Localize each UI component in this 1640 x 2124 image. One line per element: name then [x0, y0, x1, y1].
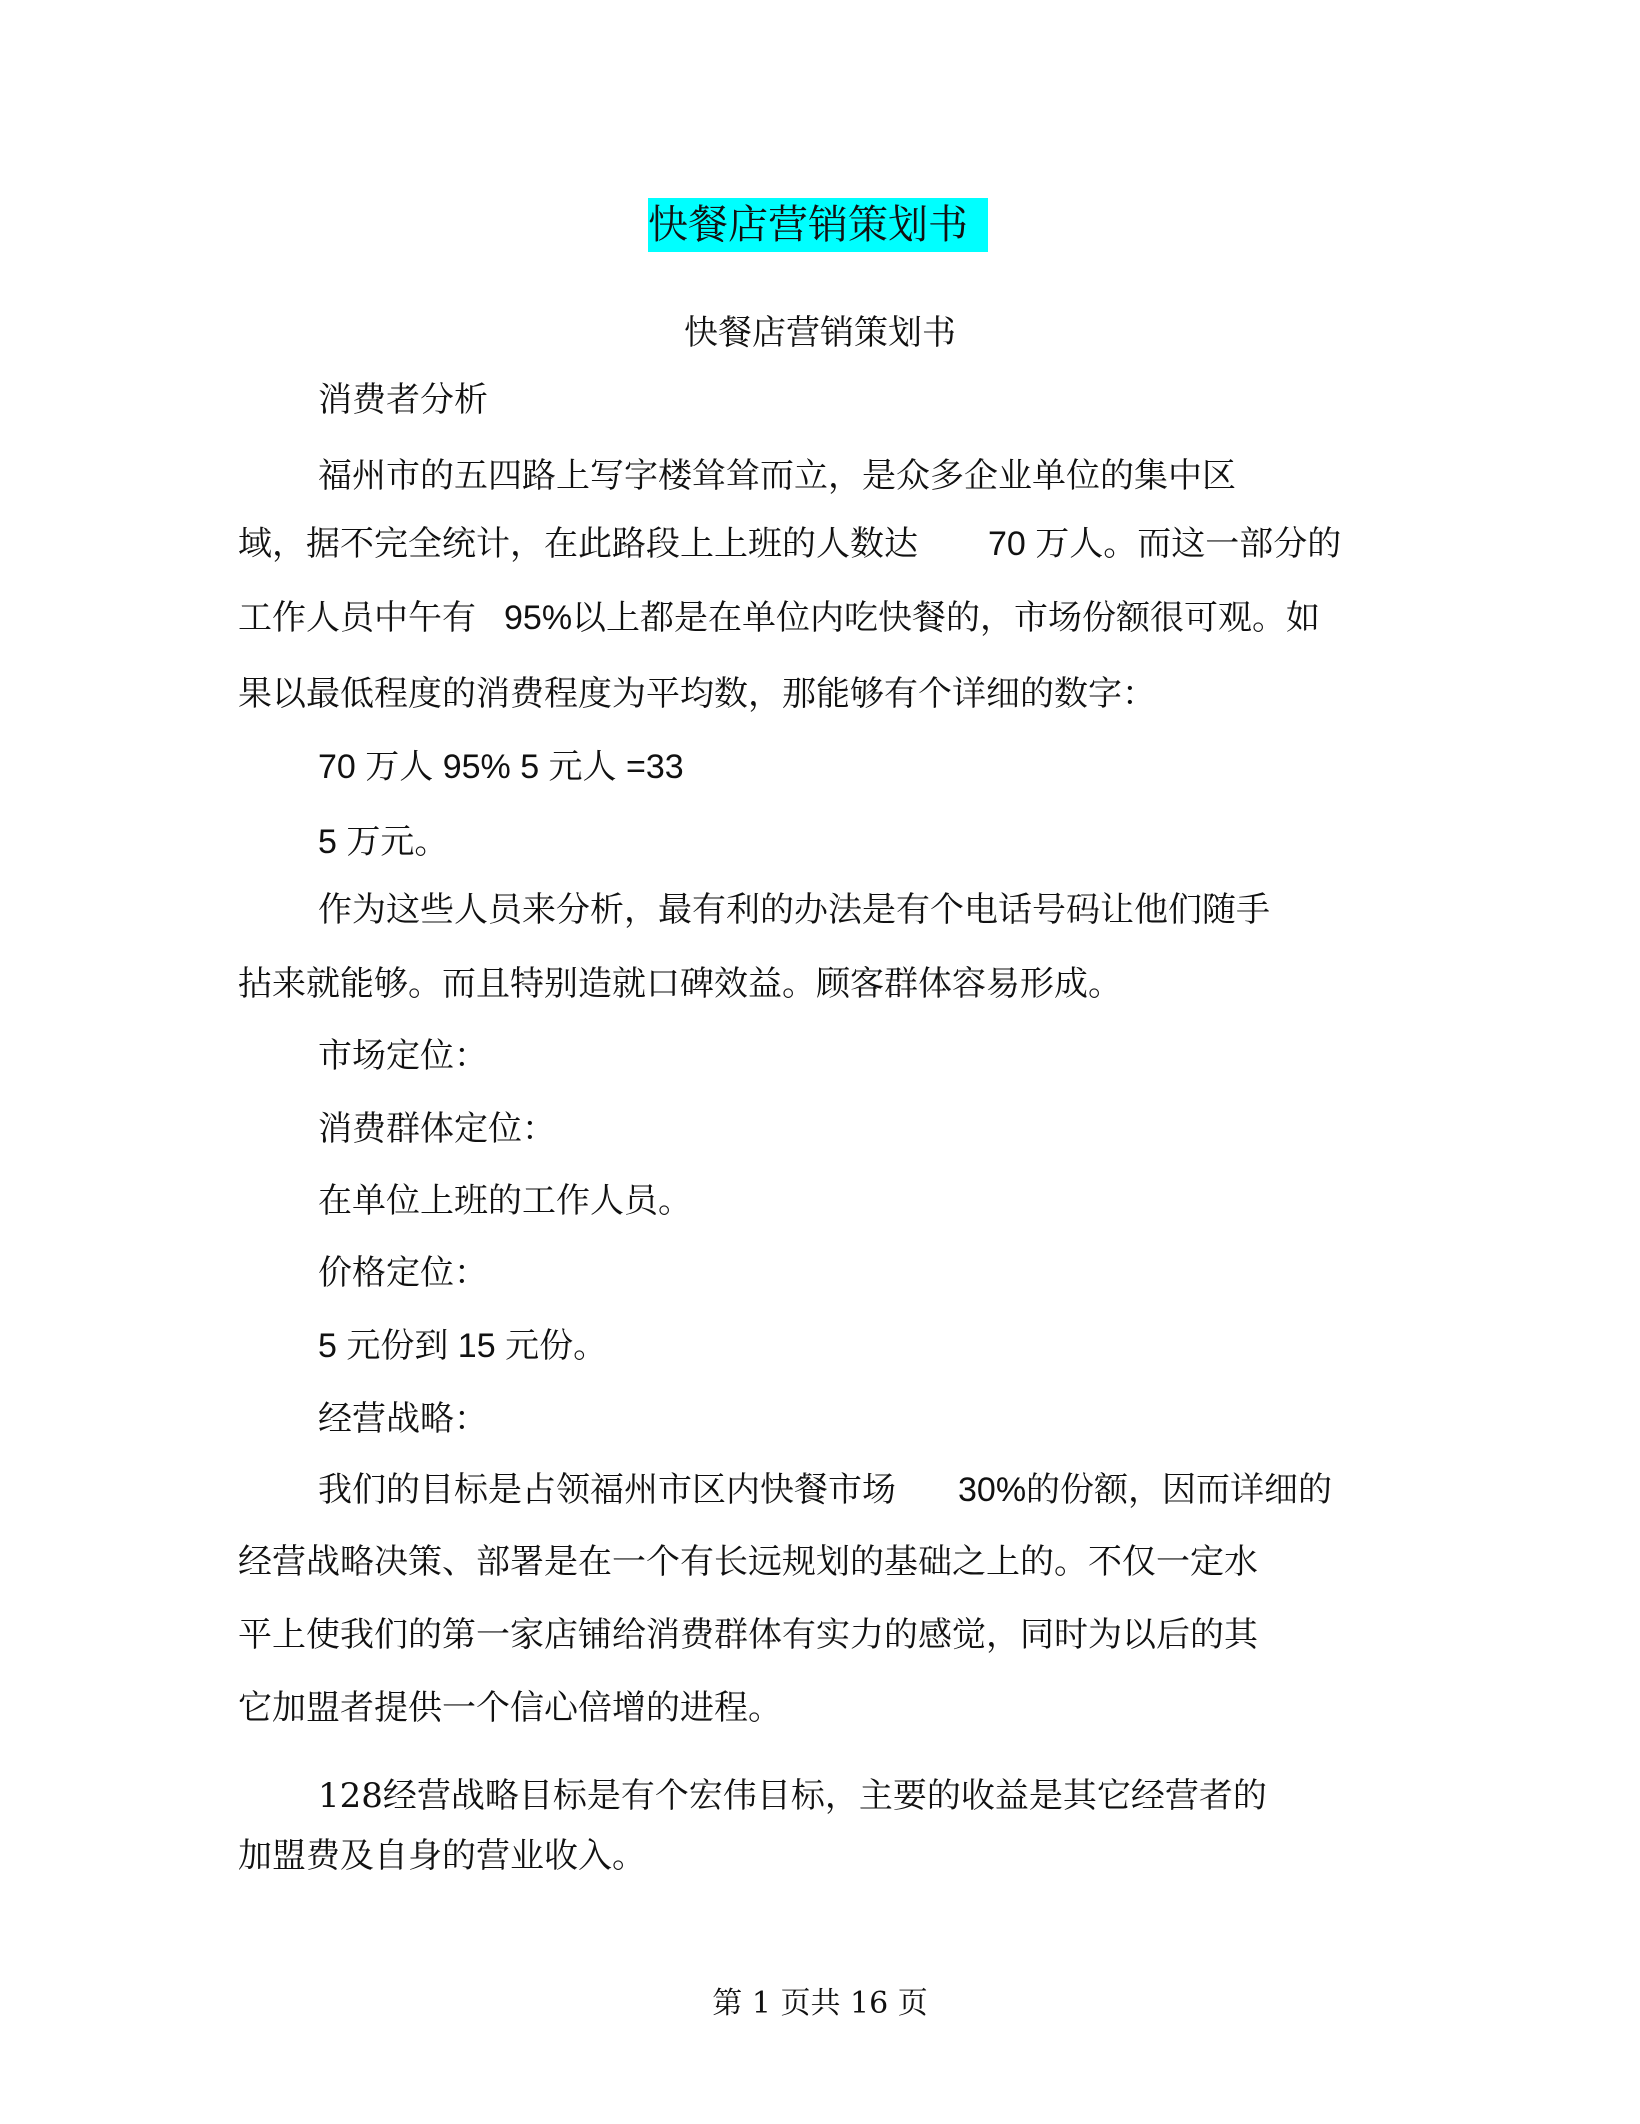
paragraph-line: 经营战略决策、部署是在一个有长远规划的基础之上的。不仅一定水	[238, 1542, 1258, 1582]
paragraph-line: 70 万人。而这一部分的	[988, 525, 1342, 563]
paragraph-line: 30%的份额，因而详细的	[958, 1471, 1333, 1509]
paragraph-line: 拈来就能够。而且特别造就口碑效益。顾客群体容易形成。	[238, 964, 1122, 1004]
formula-result-line: 5 万元。	[318, 823, 449, 861]
section-heading-consumer-group: 消费群体定位：	[318, 1109, 556, 1149]
paragraph-line: 加盟费及自身的营业收入。	[238, 1836, 646, 1876]
section-heading-business-strategy: 经营战略：	[318, 1399, 488, 1439]
paragraph-line: 128经营战略目标是有个宏伟目标，主要的收益是其它经营者的	[318, 1776, 1267, 1816]
paragraph-line: 5 元份到 15 元份。	[318, 1327, 608, 1365]
paragraph-line: 它加盟者提供一个信心倍增的进程。	[238, 1688, 782, 1728]
paragraph-line: 果以最低程度的消费程度为平均数，那能够有个详细的数字：	[238, 674, 1156, 714]
paragraph-line: 在单位上班的工作人员。	[318, 1181, 692, 1221]
page-footer: 第 1 页共 16 页	[712, 1986, 928, 2021]
paragraph-line: 福州市的五四路上写字楼耸耸而立，是众多企业单位的集中区	[318, 456, 1236, 496]
paragraph-line: 工作人员中午有	[238, 598, 476, 638]
document-subtitle: 快餐店营销策划书	[684, 313, 956, 353]
document-title: 快餐店营销策划书	[648, 202, 968, 248]
paragraph-line: 95%以上都是在单位内吃快餐的，市场份额很可观。如	[504, 599, 1321, 637]
formula-line: 70 万人 95% 5 元人 =33	[318, 748, 684, 786]
section-heading-consumer-analysis: 消费者分析	[318, 380, 488, 420]
section-heading-price-positioning: 价格定位：	[318, 1253, 488, 1293]
paragraph-line: 域，据不完全统计，在此路段上上班的人数达	[238, 524, 918, 564]
paragraph-line: 我们的目标是占领福州市区内快餐市场	[318, 1470, 896, 1510]
paragraph-line: 作为这些人员来分析，最有利的办法是有个电话号码让他们随手	[318, 890, 1270, 930]
section-heading-market-positioning: 市场定位：	[318, 1036, 488, 1076]
paragraph-line: 平上使我们的第一家店铺给消费群体有实力的感觉，同时为以后的其	[238, 1615, 1258, 1655]
